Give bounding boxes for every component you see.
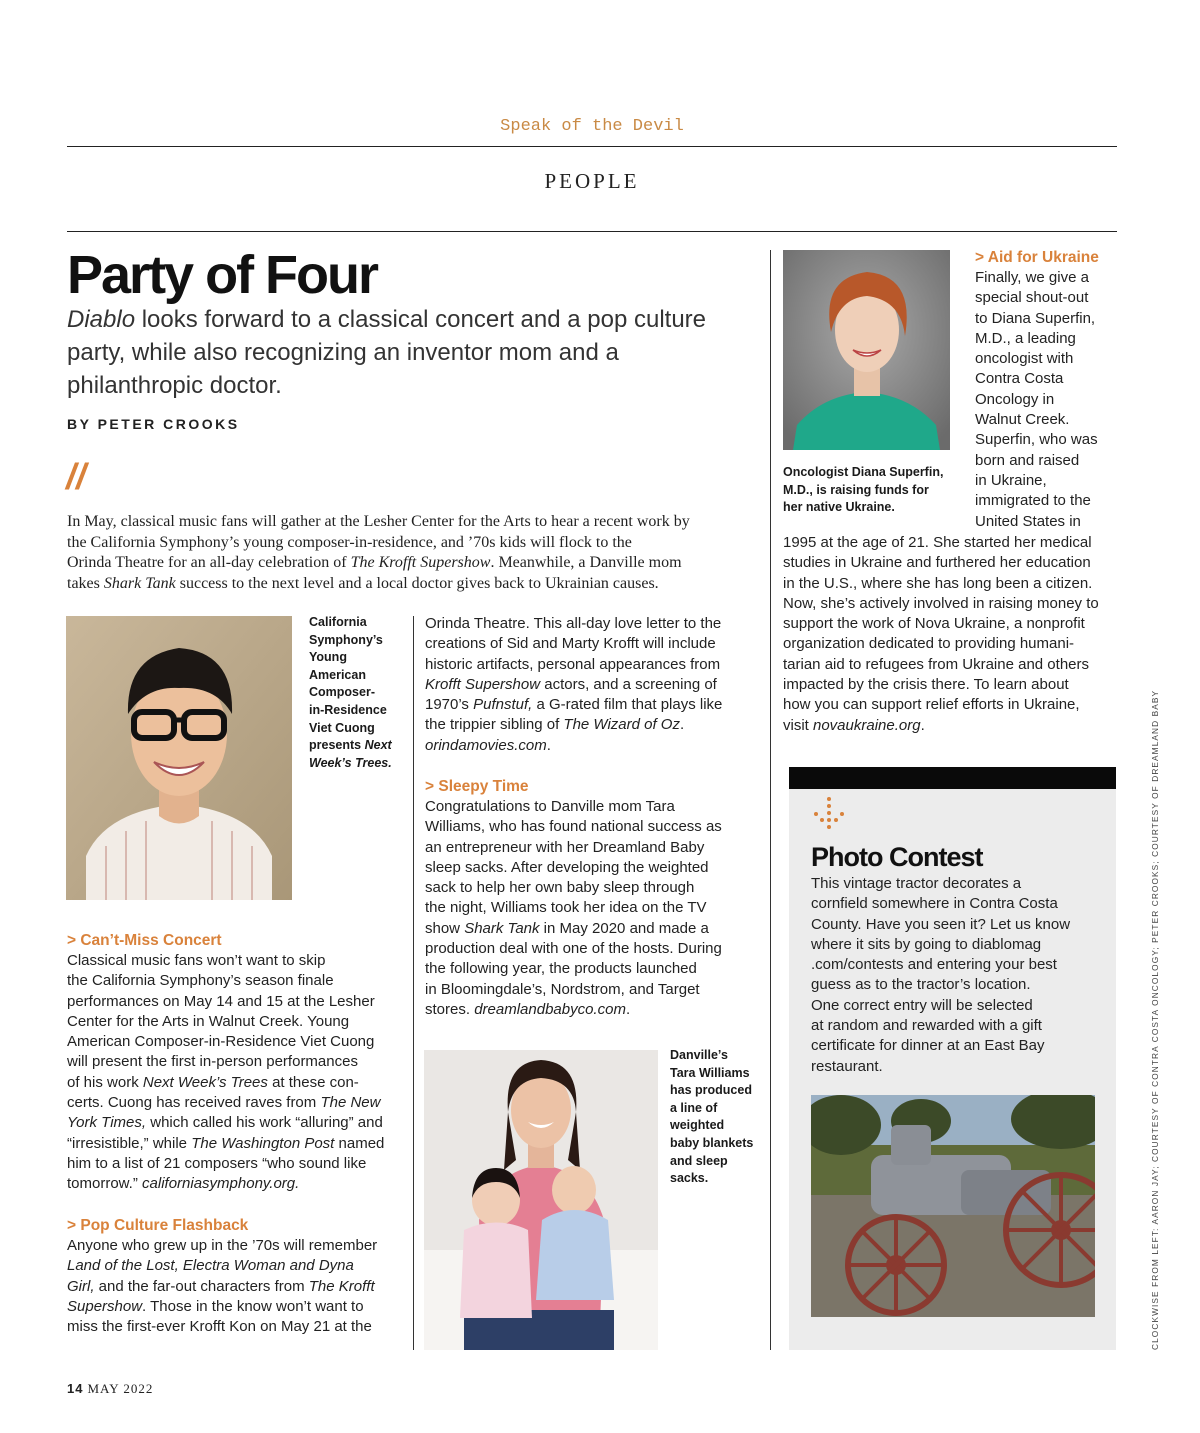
caption-line: has produced [670,1083,752,1098]
caption-text: presents [309,738,365,753]
photo-diana-superfin [783,250,950,450]
body-line [425,1000,760,1020]
byline: BY PETER CROOKS [67,416,240,432]
intro-line [67,553,747,574]
url-text: californiasymphony.org. [142,1175,300,1193]
caption-viet-cuong [309,614,405,772]
url-text: orindamovies.com [425,736,547,754]
body-line: One correct entry will be selected [811,996,1033,1014]
caption-title: Week’s Trees. [309,755,392,770]
body-text: “irresistible,” while [67,1134,192,1152]
body-line: Now, she’s actively involved in raising money to [783,594,1099,612]
body-title: Girl, [67,1277,95,1295]
intro-text: success to the next level and a local doctor gives back to Ukrainian causes. [175,574,659,592]
body-text: in May 2020 and made a [539,919,709,937]
subhead-concert: > Can’t-Miss Concert [67,932,222,949]
body-line: born and raised [975,451,1080,469]
body-text: 1970’s [425,696,474,714]
caption-line: baby blankets [670,1135,754,1150]
top-rule [67,146,1117,147]
photo-credit: CLOCKWISE FROM LEFT: AARON JAY; COURTESY OF CONTRA COSTA ONCOLOGY; PETER CROOKS; COURTESY OF DREAMLAND BABY [1150,689,1160,1350]
body-text: . [679,716,685,734]
body-line [67,1073,407,1093]
intro-text: . Meanwhile, a Danville mom [490,554,682,571]
caption-line: Viet Cuong [309,720,375,735]
intro-paragraph [67,512,747,594]
body-text: visit [783,716,813,734]
body-line: Walnut Creek. [975,411,1070,429]
body-title: The New [320,1094,381,1112]
headline: Party of Four [67,245,378,305]
body-title: The Wizard of Oz [563,716,680,734]
body-text: stores. [425,1000,475,1018]
section-label: PEOPLE [544,169,640,193]
body-text: tomorrow.” [67,1175,143,1193]
body-text: show [425,919,465,937]
body-line: impacted by the crisis there. To learn about [783,676,1069,694]
body-line [67,1134,407,1154]
body-line: studies in Ukraine and furthered her education [783,554,1091,572]
body-text: . [920,716,925,734]
body-line: tarian aid to refugees from Ukraine and others [783,655,1089,673]
body-line: organization dedicated to providing humani- [783,635,1075,653]
body-line: the following year, the products launched [425,960,697,978]
body-line [425,695,755,715]
body-line: Center for the Arts in Walnut Creek. Young [67,1012,350,1030]
body-line: to Diana Superfin, [975,309,1096,327]
body-line: historic artifacts, personal appearances from [425,655,721,673]
body-line [67,1297,407,1317]
body-text: certs. Cuong has received raves from [67,1094,321,1112]
body-line: Anyone who grew up in the ’70s will remember [67,1237,378,1254]
body-text: which called his work “alluring” and [146,1114,383,1132]
body-line: immigrated to the [975,492,1091,510]
flashback-section [67,1216,407,1337]
body-line: miss the first-ever Krofft Kon on May 21 at the [67,1318,372,1336]
column-divider-1 [413,616,414,1350]
caption-line [309,737,405,755]
caption-line: her native Ukraine. [783,500,895,515]
intro-line: the California Symphony’s young composer-in-residence, and ’70s kids will flock to the [67,533,632,551]
body-line: him to a list of 21 composers “who sound like [67,1154,367,1172]
ukraine-narrow [975,248,1125,532]
body-text: . [625,1000,631,1018]
body-line: the night, Williams took her idea on the TV [425,899,707,917]
body-line: Oncology in [975,390,1055,408]
caption-line: Tara Williams [670,1065,750,1080]
subhead-flashback: > Pop Culture Flashback [67,1217,249,1234]
body-title: Krofft Supershow [425,675,541,693]
caption-line: California [309,615,367,629]
body-line: at random and rewarded with a gift [811,1017,1042,1035]
caption-title: Next [364,738,392,753]
body-title: Next Week’s Trees [142,1073,268,1091]
caption-line: Composer- [309,685,375,700]
body-line: sleep sacks. After developing the weighted [425,858,709,876]
sleepy-section [425,777,760,1020]
caption-line: Danville’s [670,1048,728,1062]
body-title: Pufnstuf, [473,696,533,714]
caption-line: Oncologist Diana Superfin, [783,465,944,479]
body-line [67,1256,407,1276]
body-line: .com/contests and entering your best [811,956,1057,974]
ukraine-wide [783,533,1128,736]
body-line [425,919,760,939]
body-line: sack to help her own baby sleep through [425,879,695,897]
intro-line [67,574,747,595]
intro-line: In May, classical music fans will gather at the Lesher Center for the Arts to hear a recent work by [67,513,690,530]
body-text: actors, and a screening of [540,675,717,693]
body-line: where it sits by going to diablomag [811,935,1042,953]
caption-line: in-Residence [309,702,387,717]
body-line: Orinda Theatre. This all-day love letter to the [425,615,722,632]
dek-magazine: Diablo [67,306,136,333]
concert-section [67,931,407,1195]
intro-title: Shark Tank [103,574,176,592]
body-line [425,675,755,695]
photo-contest-bar [789,767,1116,789]
slash-ornament: // [66,456,87,497]
caption-line: and sleep [670,1153,728,1168]
url-text: dreamlandbabyco.com [474,1000,626,1018]
body-text: . [546,736,551,754]
body-line: support the work of Nova Ukraine, a nonprofit [783,615,1085,633]
body-title: Land of the Lost, Electra Woman and Dyna [67,1257,354,1275]
intro-text: Orinda Theatre for an all-day celebration of [67,554,351,571]
dek-text: looks forward to a classical concert and a pop culture party, while also recognizing an inventor mom and a philanthropic doctor. [67,306,707,399]
dek [67,303,757,402]
body-line: special shout-out [975,289,1089,307]
body-text: a G-rated film that plays like [532,696,723,714]
body-line: oncologist with [975,350,1074,368]
intro-title: The Krofft Supershow [350,554,491,571]
caption-line: Young [309,650,347,665]
caption-tara-williams [670,1047,766,1188]
body-line: an entrepreneur with her Dreamland Baby [425,838,705,856]
body-line [67,1277,407,1297]
body-line: Contra Costa [975,370,1064,388]
body-text: . Those in the know won’t want to [142,1297,364,1315]
tractor-illustration [811,1095,1095,1317]
caption-line: weighted [670,1118,725,1133]
photo-contest-title: Photo Contest [811,842,983,872]
body-line: performances on May 14 and 15 at the Lesher [67,992,375,1010]
caption-line: sacks. [670,1171,709,1186]
body-line: Williams, who has found national success as [425,818,722,836]
body-line: 1995 at the age of 21. She started her medical [783,534,1092,551]
kicker: Speak of the Devil [500,117,684,136]
body-text: and the far-out characters from [94,1277,309,1295]
body-line [67,1174,407,1194]
caption-diana-superfin [783,464,963,517]
body-line: in Ukraine, [975,471,1047,489]
body-line: in the U.S., where she has long been a citizen. [783,574,1093,592]
issue-date: MAY 2022 [87,1381,154,1396]
photo-tara-williams [424,1050,658,1350]
body-line: Superfin, who was [975,431,1098,449]
body-line [67,1113,407,1133]
photo-viet-cuong [66,616,292,900]
flashback-continued [425,614,755,756]
body-line: Finally, we give a [975,269,1089,286]
caption-line: Symphony’s [309,632,383,647]
dotted-arrow-icon [812,796,846,837]
body-line: Congratulations to Danville mom Tara [425,798,675,815]
body-text: the trippier sibling of [425,716,564,734]
body-line: production deal with one of the hosts. During [425,940,722,958]
body-title: Supershow [67,1297,143,1315]
section-rule [67,231,1117,232]
body-title: Shark Tank [464,919,540,937]
body-line: Classical music fans won’t want to skip [67,952,326,969]
body-line: will present the first in-person performances [67,1053,358,1071]
body-line: restaurant. [811,1057,883,1075]
photo-contest-text [811,874,1111,1077]
folio [67,1381,153,1397]
caption-line: M.D., is raising funds for [783,482,929,497]
portrait-man-illustration [66,616,292,900]
body-line: American Composer-in-Residence Viet Cuong [67,1033,375,1051]
page-number: 14 [67,1381,84,1396]
body-title: York Times, [67,1114,147,1132]
body-line: certificate for dinner at an East Bay [811,1037,1045,1055]
body-title: The Krofft [308,1277,375,1295]
caption-line: American [309,667,366,682]
intro-text: takes [67,574,104,592]
body-line: in Bloomingdale’s, Nordstrom, and Target [425,980,700,998]
portrait-woman-illustration [783,250,950,450]
body-line: how you can support relief efforts in Ukraine, [783,696,1080,714]
body-line [425,715,755,735]
caption-line: a line of [670,1100,718,1115]
body-line: M.D., a leading [975,329,1076,347]
body-line: guess as to the tractor’s location. [811,976,1031,994]
body-line [783,716,1128,736]
column-divider-2 [770,250,771,1350]
caption-line [309,755,405,773]
body-text: at these con- [267,1073,359,1091]
body-line [67,1093,407,1113]
body-line: cornfield somewhere in Contra Costa [811,895,1058,913]
portrait-mother-babies-illustration [424,1050,658,1350]
body-text: of his work [67,1073,143,1091]
body-line: County. Have you seen it? Let us know [811,915,1071,933]
subhead-ukraine: > Aid for Ukraine [975,249,1099,266]
body-title: The Washington Post [191,1134,335,1152]
body-line [425,736,755,756]
body-line: United States in [975,512,1081,530]
body-line: creations of Sid and Marty Krofft will include [425,635,716,653]
subhead-sleepy: > Sleepy Time [425,778,529,795]
body-text: named [334,1134,385,1152]
url-text: novaukraine.org [813,716,921,734]
photo-tractor [811,1095,1095,1317]
body-line: the California Symphony’s season finale [67,972,334,990]
body-line: This vintage tractor decorates a [811,875,1022,892]
